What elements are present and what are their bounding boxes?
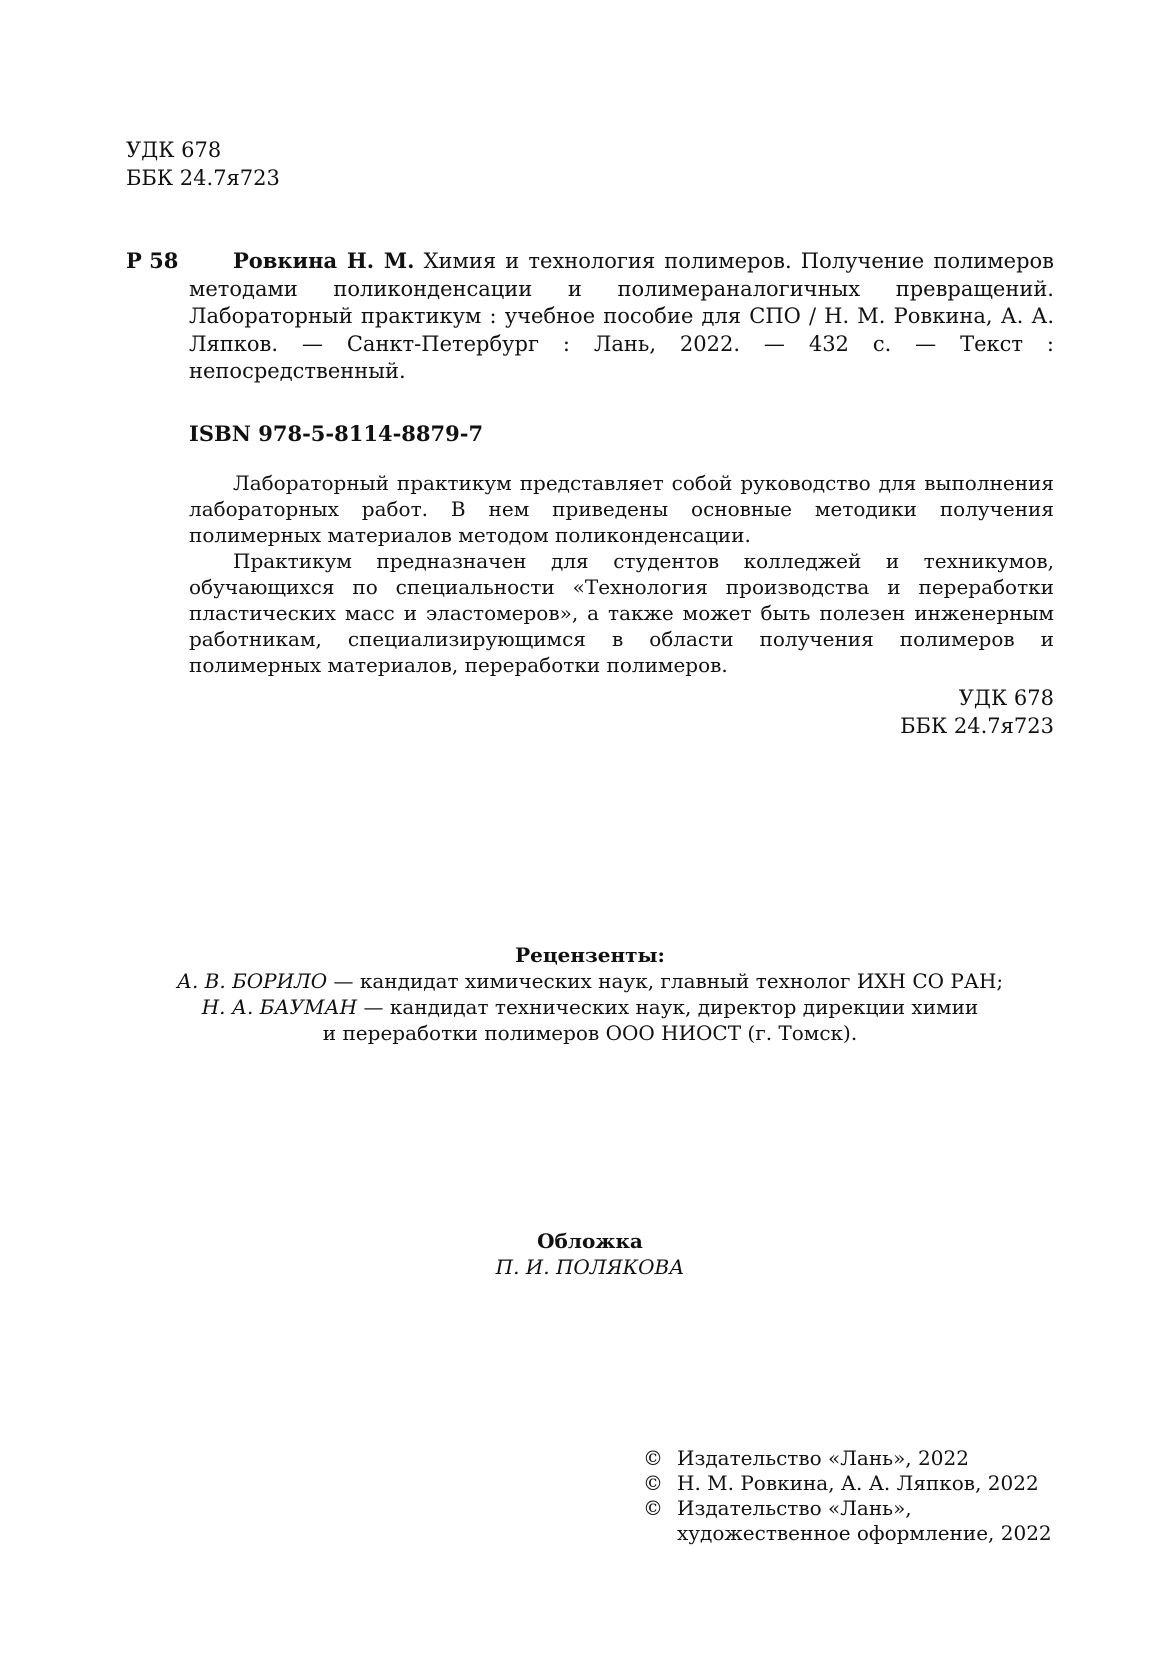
copyright-icon: © (643, 1446, 663, 1470)
reviewer-name: А. В. БОРИЛО (176, 969, 328, 993)
copyright-line (643, 1446, 1063, 1471)
reviewer-line (126, 994, 1054, 1020)
reviewer-credentials: — кандидат химических наук, главный технолог ИХН СО РАН; (327, 969, 1004, 993)
author-mark: Р 58 (126, 248, 179, 273)
top-classification (126, 136, 280, 192)
copyright-text: Издательство «Лань», (677, 1496, 912, 1520)
bottom-classification (800, 684, 1054, 740)
description-text: Химия и технология полимеров. Получение полимеров методами поликонденсации и полимераналогичных превращений. Лабораторный практикум : учебное пособие для СПО / Н. М. Ровкина, А. А. Ляпков. — Санкт-Петербург : Лань, 2022. — 432 с. — Текст : непосредственный. (189, 249, 1054, 383)
reviewers-heading: Рецензенты: (515, 943, 665, 967)
cover-credit (126, 1228, 1054, 1280)
reviewers-block (126, 942, 1054, 1046)
bibliographic-description (189, 247, 1054, 386)
cover-designer: П. И. ПОЛЯКОВА (495, 1255, 685, 1279)
copyright-line-continued (643, 1521, 1063, 1546)
bbk-code: ББК 24.7я723 (900, 714, 1054, 738)
cover-heading: Обложка (537, 1229, 643, 1253)
annotation (189, 470, 1054, 678)
udk-code: УДК 678 (958, 686, 1054, 710)
isbn: ISBN 978-5-8114-8879-7 (189, 421, 484, 446)
reviewer-name: Н. А. БАУМАН (201, 995, 358, 1019)
copyright-line (643, 1496, 1063, 1521)
copyright-text: Н. М. Ровкина, А. А. Ляпков, 2022 (677, 1471, 1039, 1495)
copyright-icon: © (643, 1471, 663, 1495)
copyright-text: художественное оформление, 2022 (677, 1521, 1052, 1545)
annotation-paragraph: Практикум предназначен для студентов колледжей и техникумов, обучающихся по специальности «Технология производства и переработки пластических масс и эластомеров», а также может быть полезен инженерным работникам, специализирующимся в области получения полимеров и полимерных материалов, переработки полимеров. (189, 549, 1054, 677)
annotation-paragraph: Лабораторный практикум представляет собой руководство для выполнения лабораторных работ. В нем приведены основные методики получения полимерных материалов методом поликонденсации. (189, 471, 1054, 547)
copyright-line (643, 1471, 1063, 1496)
copyright-icon: © (643, 1496, 663, 1520)
copyright-block (643, 1446, 1063, 1546)
copyright-text: Издательство «Лань», 2022 (677, 1446, 969, 1470)
udk-code: УДК 678 (126, 138, 222, 162)
author-name: Ровкина Н. М. (233, 248, 415, 273)
reviewer-credentials: — кандидат технических наук, директор дирекции химии (357, 995, 979, 1019)
bbk-code: ББК 24.7я723 (126, 166, 280, 190)
reviewer-credentials-continued: и переработки полимеров ООО НИОСТ (г. Томск). (322, 1021, 858, 1045)
reviewer-line (126, 968, 1054, 994)
